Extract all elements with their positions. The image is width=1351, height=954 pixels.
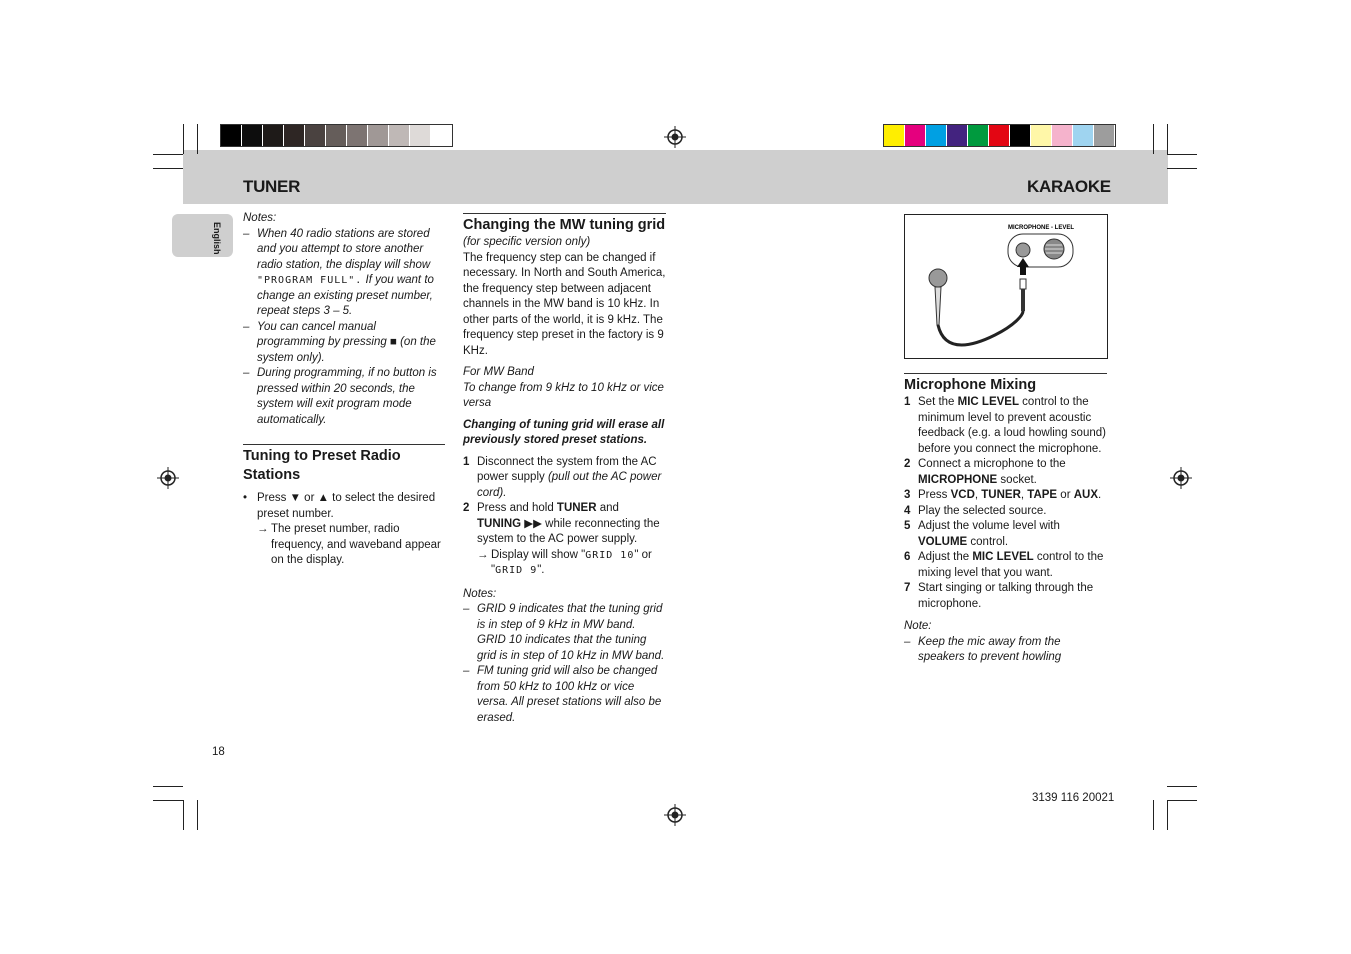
note-item: – During programming, if no button is pressed within 20 seconds, the system will exit program mode automatically. [243,367,437,426]
color-swatch [1010,125,1031,146]
registration-mark-icon [157,467,179,489]
color-swatch [221,125,242,146]
heading-tuning-preset: Tuning to Preset Radio Stations [243,444,445,485]
mw-band-label: For MW Band [463,366,534,378]
crop-mark [1153,800,1154,830]
arrow-icon [1017,258,1029,275]
color-swatch [263,125,284,146]
crop-mark [1167,786,1197,787]
crop-mark [1167,800,1197,801]
step-item: 6 Adjust the MIC LEVEL control to the mixing level that you want. [904,551,1104,579]
mw-change-label: To change from 9 kHz to 10 kHz or vice versa [463,381,664,409]
step-item: 1 Disconnect the system from the AC power supply (pull out the AC power cord). [463,455,662,499]
note-item: – You can cancel manual programming by pressing ■ (on the system only). [243,320,436,364]
color-calibration-bar [883,124,1116,147]
crop-mark [197,124,198,154]
note-label: Note: [904,620,932,632]
grayscale-calibration-bar [220,124,453,147]
step-item: 3 Press VCD, TUNER, TAPE or AUX. [904,489,1102,501]
section-title-tuner: TUNER [243,177,301,196]
color-swatch [305,125,326,146]
step-item: 2 Press and hold TUNER and TUNING ▶▶ while reconnecting the system to the AC power supply. [463,502,660,545]
color-swatch [1094,125,1115,146]
language-tab-label: English [212,222,222,255]
crop-mark [153,168,183,169]
note-item: – GRID 9 indicates that the tuning grid is in step of 9 kHz in MW band. GRID 10 indicates that the tuning grid is in step of 10 kHz in MW band. [463,603,665,662]
document-code: 3139 116 20021 [1032,792,1115,804]
crop-mark [153,154,183,155]
header-bar [183,150,1168,204]
crop-mark [1153,124,1154,154]
color-swatch [1052,125,1073,146]
crop-mark [153,786,183,787]
crop-mark [1167,800,1168,830]
color-swatch [1073,125,1094,146]
step-item: 4 Play the selected source. [904,504,1047,517]
heading-mw-grid: Changing the MW tuning grid [463,213,666,235]
mic-socket-icon [1016,243,1030,257]
result-item: → Display will show "GRID 10" or "GRID 9". [477,548,652,576]
crop-mark [1167,124,1168,154]
note-item: – FM tuning grid will also be changed from 50 kHz to 100 kHz or vice versa. All preset stations will also be erased. [463,665,662,724]
crop-mark [183,124,184,154]
color-swatch [242,125,263,146]
version-note: (for specific version only) [463,236,591,248]
color-swatch [989,125,1010,146]
color-swatch [905,125,926,146]
section-title-karaoke: KARAOKE [1027,177,1111,196]
registration-mark-icon [664,126,686,148]
column-tuner [243,211,445,569]
color-swatch [389,125,410,146]
crop-mark [183,800,184,830]
color-swatch [968,125,989,146]
notes-label: Notes: [243,212,277,224]
microphone-cable [938,311,1023,345]
crop-mark [1167,154,1197,155]
color-swatch [947,125,968,146]
crop-mark [1167,168,1197,169]
column-mw-grid [463,213,666,726]
note-item: – Keep the mic away from the speakers to prevent howling [904,635,1062,663]
language-tab [172,214,233,257]
color-swatch [884,125,905,146]
warning-text: Changing of tuning grid will erase all previously stored preset stations. [463,418,665,446]
color-swatch [431,125,452,146]
heading-microphone-mixing: Microphone Mixing [904,373,1107,395]
step-item: 7 Start singing or talking through the microphone. [904,582,1094,610]
notes-label: Notes: [463,587,497,600]
registration-mark-icon [1170,467,1192,489]
bullet-item: • Press ▼ or ▲ to select the desired preset number. [243,492,436,520]
microphone-diagram [904,214,1108,359]
lcd-text: "PROGRAM FULL". [257,275,363,286]
step-item: 2 Connect a microphone to the MICROPHONE socket. [904,458,1066,486]
registration-mark-icon [664,804,686,826]
page-number: 18 [212,746,225,758]
color-swatch [368,125,389,146]
microphone-illustration [905,215,1107,358]
crop-mark [153,800,183,801]
color-swatch [284,125,305,146]
color-swatch [347,125,368,146]
color-swatch [410,125,431,146]
result-item: → The preset number, radio frequency, and waveband appear on the display. [257,523,441,566]
column-karaoke [904,373,1107,666]
color-swatch [1031,125,1052,146]
paragraph: The frequency step can be changed if necessary. In North and South America, the frequency step between adjacent channels in the MW band is 10 kHz. In other parts of the world, it is 9 kHz. The frequency step preset in the factory is 9 KHz. [463,251,666,357]
crop-mark [197,800,198,830]
step-item: 5 Adjust the volume level with VOLUME control. [904,520,1060,548]
note-item: – When 40 radio stations are stored and you attempt to store another radio station, the display will show "PROGRAM FULL". If you want to change an existing preset number, repeat steps 3 – 5. [243,227,434,317]
color-swatch [926,125,947,146]
step-item: 1 Set the MIC LEVEL control to the minimum level to prevent acoustic feedback (e.g. a loud howling sound) before you connect the microphone. [904,396,1106,455]
plug-icon [1020,279,1026,289]
microphone-head-icon [929,269,947,287]
diagram-label: MICROPHONE - LEVEL [1008,225,1075,231]
color-swatch [326,125,347,146]
